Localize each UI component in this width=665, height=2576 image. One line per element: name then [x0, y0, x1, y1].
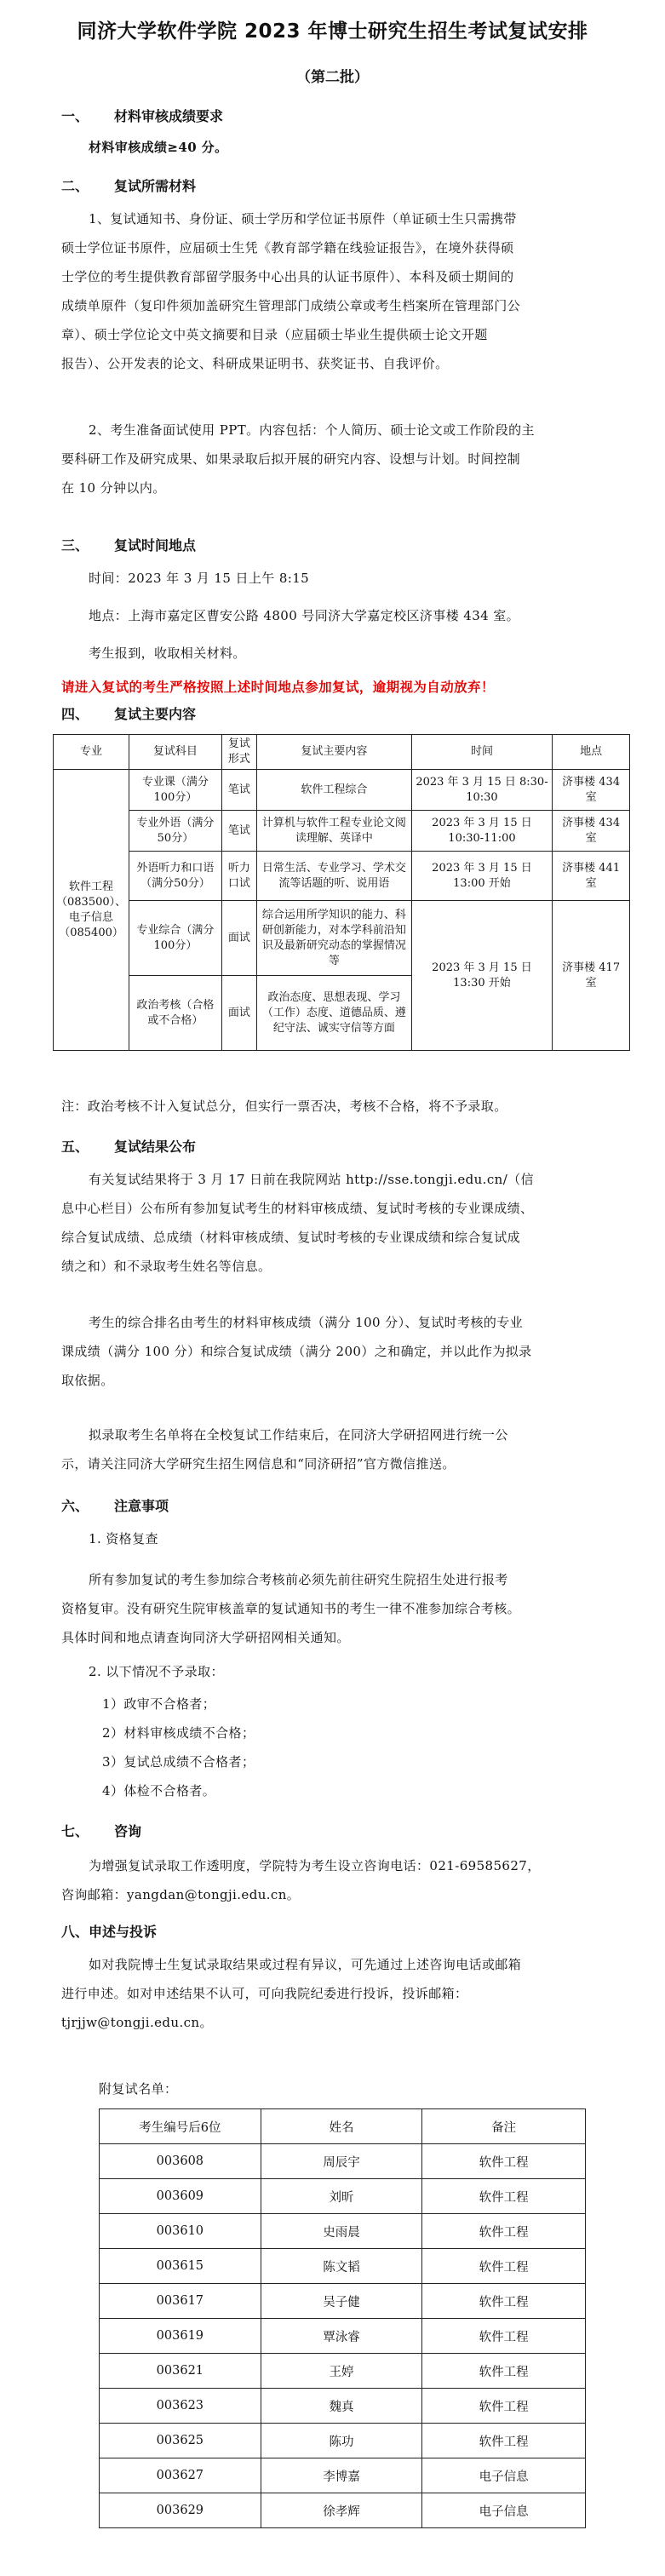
candidate-id: 003619: [100, 2319, 261, 2354]
place-cell: 济事楼 417 室: [553, 901, 630, 1051]
paragraph-line: 拟录取考生名单将在全校复试工作结束后，在同济大学研招网进行统一公: [89, 1427, 508, 1443]
candidate-name: 魏真: [261, 2389, 422, 2424]
paragraph-line: 为增强复试录取工作透明度，学院特为考生设立咨询电话：021-69585627，: [89, 1858, 541, 1873]
header-cell: 复试形式: [221, 735, 256, 770]
table-row: [100, 2354, 586, 2389]
paragraph-line: tjrjjw@tongji.edu.cn。: [61, 2015, 213, 2030]
header-cell: 备注: [422, 2109, 586, 2144]
form-cell: 面试: [221, 901, 256, 976]
subject-cell: 专业外语（满分50分）: [129, 811, 222, 852]
material-score-requirement: 材料审核成绩≥40 分。: [89, 140, 228, 155]
candidate-name: 徐孝辉: [261, 2493, 422, 2528]
notice-item-2: 2. 以下情况不予录取：: [89, 1664, 224, 1679]
table-row: [100, 2144, 586, 2179]
place-cell: 济事楼 441 室: [553, 852, 630, 901]
header-cell: 地点: [553, 735, 630, 770]
header-cell: 专业: [54, 735, 129, 770]
table-row: [100, 2214, 586, 2249]
consultation-paragraph: [61, 1851, 541, 1909]
section-number: 六、: [61, 1498, 89, 1514]
materials-paragraph-2: [61, 416, 535, 502]
candidate-remark: 软件工程: [422, 2249, 586, 2284]
section-1-heading: [61, 106, 223, 125]
time-cell: 2023 年 3 月 15 日 8:30-10:30: [411, 770, 553, 811]
deadline-warning: 请进入复试的考生严格按照上述时间地点参加复试，逾期视为自动放弃！: [61, 679, 495, 695]
paragraph-line: 报告）、公开发表的论文、科研成果证明书、获奖证书、自我评价。: [61, 356, 449, 371]
table-row: [100, 2249, 586, 2284]
subject-cell: 外语听力和口语（满分50分）: [129, 852, 222, 901]
qualification-paragraph: [61, 1565, 520, 1652]
section-title: 复试主要内容: [114, 706, 197, 722]
paragraph-line: 咨询邮箱：yangdan@tongji.edu.cn。: [61, 1887, 301, 1902]
section-6-heading: [61, 1495, 169, 1515]
candidate-name: 王婷: [261, 2354, 422, 2389]
candidate-remark: 软件工程: [422, 2389, 586, 2424]
candidate-remark: 软件工程: [422, 2354, 586, 2389]
candidate-remark: 电子信息: [422, 2458, 586, 2493]
candidate-remark: 软件工程: [422, 2144, 586, 2179]
table-header-row: [54, 735, 630, 770]
candidate-name: 周辰宇: [261, 2144, 422, 2179]
section-title: 复试时间地点: [114, 537, 197, 554]
form-cell: 面试: [221, 976, 256, 1051]
report-note: 考生报到，收取相关材料。: [89, 645, 246, 661]
political-note: 注：政治考核不计入复试总分，但实行一票否决，考核不合格，将不予录取。: [61, 1099, 507, 1114]
interview-time: 时间：2023 年 3 月 15 日上午 8:15: [89, 571, 310, 586]
results-paragraph-1: [61, 1165, 534, 1281]
candidate-remark: 软件工程: [422, 2214, 586, 2249]
table-row: [54, 811, 630, 852]
candidate-id: 003615: [100, 2249, 261, 2284]
paragraph-line: 进行申述。如对申述结果不认可，可向我院纪委进行投诉，投诉邮箱：: [61, 1986, 468, 2001]
table-row: [54, 852, 630, 901]
candidate-name: 吴子健: [261, 2284, 422, 2319]
paragraph-line: 示，请关注同济大学研究生招生网信息和“同济研招”官方微信推送。: [61, 1456, 456, 1472]
table-row: [54, 901, 630, 976]
section-8-heading: 八、申述与投诉: [61, 1924, 158, 1940]
candidate-remark: 软件工程: [422, 2284, 586, 2319]
paragraph-line: 有关复试结果将于 3 月 17 日前在我院网站 http://sse.tongji.edu.cn/（信: [89, 1172, 534, 1187]
section-7-heading: [61, 1821, 141, 1840]
section-2-heading: [61, 175, 196, 195]
results-paragraph-2: [61, 1308, 532, 1395]
candidate-list-table: [99, 2108, 586, 2528]
page-title: 同济大学软件学院 2023 年博士研究生招生考试复试安排: [77, 20, 588, 43]
paragraph-line: 要科研工作及研究成果、如果录取后拟开展的研究内容、设想与计划。时间控制: [61, 451, 521, 467]
paragraph-line: 课成绩（满分 100 分）和综合复试成绩（满分 200）之和确定，并以此作为拟录: [61, 1344, 532, 1359]
candidate-id: 003608: [100, 2144, 261, 2179]
table-row: [100, 2319, 586, 2354]
candidate-id: 003610: [100, 2214, 261, 2249]
paragraph-line: 1、复试通知书、身份证、硕士学历和学位证书原件（单证硕士生只需携带: [89, 211, 517, 227]
time-cell: 2023 年 3 月 15 日 13:00 开始: [411, 852, 553, 901]
candidate-name: 陈功: [261, 2424, 422, 2458]
content-cell: 政治态度、思想表现、学习（工作）态度、道德品质、遵纪守法、诚实守信等方面: [257, 976, 412, 1051]
list-item: 2）材料审核成绩不合格；: [102, 1725, 255, 1741]
major-cell: 软件工程（083500）、电子信息（085400）: [54, 770, 129, 1051]
candidate-id: 003623: [100, 2389, 261, 2424]
subject-cell: 专业综合（满分100分）: [129, 901, 222, 976]
table-row: [54, 770, 630, 811]
section-number: 二、: [61, 178, 89, 194]
complaint-paragraph: [61, 1950, 521, 2037]
candidate-id: 003625: [100, 2424, 261, 2458]
subject-cell: 专业课（满分100分）: [129, 770, 222, 811]
form-cell: 笔试: [221, 770, 256, 811]
paragraph-line: 综合复试成绩、总成绩（材料审核成绩、复试时考核的专业课成绩和综合复试成: [61, 1230, 521, 1245]
subject-cell: 政治考核（合格或不合格）: [129, 976, 222, 1051]
table-row: [100, 2424, 586, 2458]
table-row: [100, 2493, 586, 2528]
section-number: 七、: [61, 1823, 89, 1839]
paragraph-line: 息中心栏目）公布所有参加复试考生的材料审核成绩、复试时考核的专业课成绩、: [61, 1201, 534, 1216]
header-cell: 姓名: [261, 2109, 422, 2144]
interview-place: 地点：上海市嘉定区曹安公路 4800 号同济大学嘉定校区济事楼 434 室。: [89, 608, 520, 623]
candidate-name: 李博嘉: [261, 2458, 422, 2493]
paragraph-line: 2、考生准备面试使用 PPT。内容包括：个人简历、硕士论文或工作阶段的主: [89, 422, 535, 438]
candidate-remark: 软件工程: [422, 2319, 586, 2354]
paragraph-line: 在 10 分钟以内。: [61, 480, 166, 496]
table-row: [100, 2389, 586, 2424]
section-number: 五、: [61, 1139, 89, 1155]
form-cell: 笔试: [221, 811, 256, 852]
results-paragraph-3: [61, 1420, 508, 1478]
paragraph-line: 取依据。: [61, 1373, 114, 1388]
candidate-id: 003629: [100, 2493, 261, 2528]
content-cell: 日常生活、专业学习、学术交流等话题的听、说用语: [257, 852, 412, 901]
candidate-id: 003609: [100, 2179, 261, 2214]
table-row: [100, 2179, 586, 2214]
section-title: 复试所需材料: [114, 178, 197, 194]
namelist-caption: 附复试名单：: [99, 2081, 178, 2097]
section-number: 四、: [61, 706, 89, 722]
list-item: 1）政审不合格者；: [102, 1696, 216, 1712]
candidate-id: 003621: [100, 2354, 261, 2389]
section-title: 复试结果公布: [114, 1139, 197, 1155]
interview-content-table: [53, 734, 630, 1051]
candidate-name: 覃泳睿: [261, 2319, 422, 2354]
list-item: 3）复试总成绩不合格者；: [102, 1754, 255, 1770]
candidate-id: 003617: [100, 2284, 261, 2319]
candidate-remark: 电子信息: [422, 2493, 586, 2528]
section-number: 三、: [61, 537, 89, 554]
paragraph-line: 具体时间和地点请查询同济大学研招网相关通知。: [61, 1630, 350, 1645]
header-cell: 复试科目: [129, 735, 222, 770]
section-title: 注意事项: [114, 1498, 169, 1514]
section-3-heading: [61, 535, 196, 554]
place-cell: 济事楼 434 室: [553, 811, 630, 852]
paragraph-line: 如对我院博士生复试录取结果或过程有异议，可先通过上述咨询电话或邮箱: [89, 1957, 522, 1972]
section-title: 材料审核成绩要求: [114, 108, 224, 124]
header-cell: 考生编号后6位: [100, 2109, 261, 2144]
paragraph-line: 士学位的考生提供教育部留学服务中心出具的认证书原件）、本科及硕士期间的: [61, 269, 514, 284]
time-cell: 2023 年 3 月 15 日 10:30-11:00: [411, 811, 553, 852]
time-cell: 2023 年 3 月 15 日 13:30 开始: [411, 901, 553, 1051]
page-subtitle: （第二批）: [296, 69, 369, 86]
table-row: [100, 2458, 586, 2493]
candidate-remark: 软件工程: [422, 2179, 586, 2214]
header-cell: 时间: [411, 735, 553, 770]
paragraph-line: 考生的综合排名由考生的材料审核成绩（满分 100 分）、复试时考核的专业: [89, 1315, 524, 1330]
paragraph-line: 硕士学位证书原件，应届硕士生凭《教育部学籍在线验证报告》，在境外获得硕: [61, 240, 514, 255]
section-5-heading: [61, 1136, 196, 1156]
paragraph-line: 资格复审。没有研究生院审核盖章的复试通知书的考生一律不准参加综合考核。: [61, 1601, 521, 1616]
header-cell: 复试主要内容: [257, 735, 412, 770]
paragraph-line: 所有参加复试的考生参加综合考核前必须先前往研究生院招生处进行报考: [89, 1572, 508, 1587]
candidate-name: 史雨晨: [261, 2214, 422, 2249]
table-row: [100, 2284, 586, 2319]
table-header-row: [100, 2109, 586, 2144]
materials-paragraph-1: [61, 204, 520, 378]
candidate-name: 陈文韬: [261, 2249, 422, 2284]
candidate-name: 刘昕: [261, 2179, 422, 2214]
section-title: 咨询: [114, 1823, 142, 1839]
section-4-heading: [61, 703, 196, 723]
content-cell: 软件工程综合: [257, 770, 412, 811]
paragraph-line: 成绩单原件（复印件须加盖研究生管理部门成绩公章或考生档案所在管理部门公: [61, 298, 521, 313]
list-item: 4）体检不合格者。: [102, 1783, 216, 1799]
section-number: 一、: [61, 108, 89, 124]
paragraph-line: 章）、硕士学位论文中英文摘要和目录（应届硕士毕业生提供硕士论文开题: [61, 327, 488, 342]
notice-item-1: 1. 资格复查: [89, 1531, 158, 1546]
content-cell: 综合运用所学知识的能力、科研创新能力，对本学科前沿知识及最新研究动态的掌握情况等: [257, 901, 412, 976]
rejection-list: [102, 1690, 255, 1805]
candidate-id: 003627: [100, 2458, 261, 2493]
place-cell: 济事楼 434 室: [553, 770, 630, 811]
content-cell: 计算机与软件工程专业论文阅读理解、英译中: [257, 811, 412, 852]
paragraph-line: 绩之和）和不录取考生姓名等信息。: [61, 1259, 272, 1274]
candidate-remark: 软件工程: [422, 2424, 586, 2458]
form-cell: 听力口试: [221, 852, 256, 901]
